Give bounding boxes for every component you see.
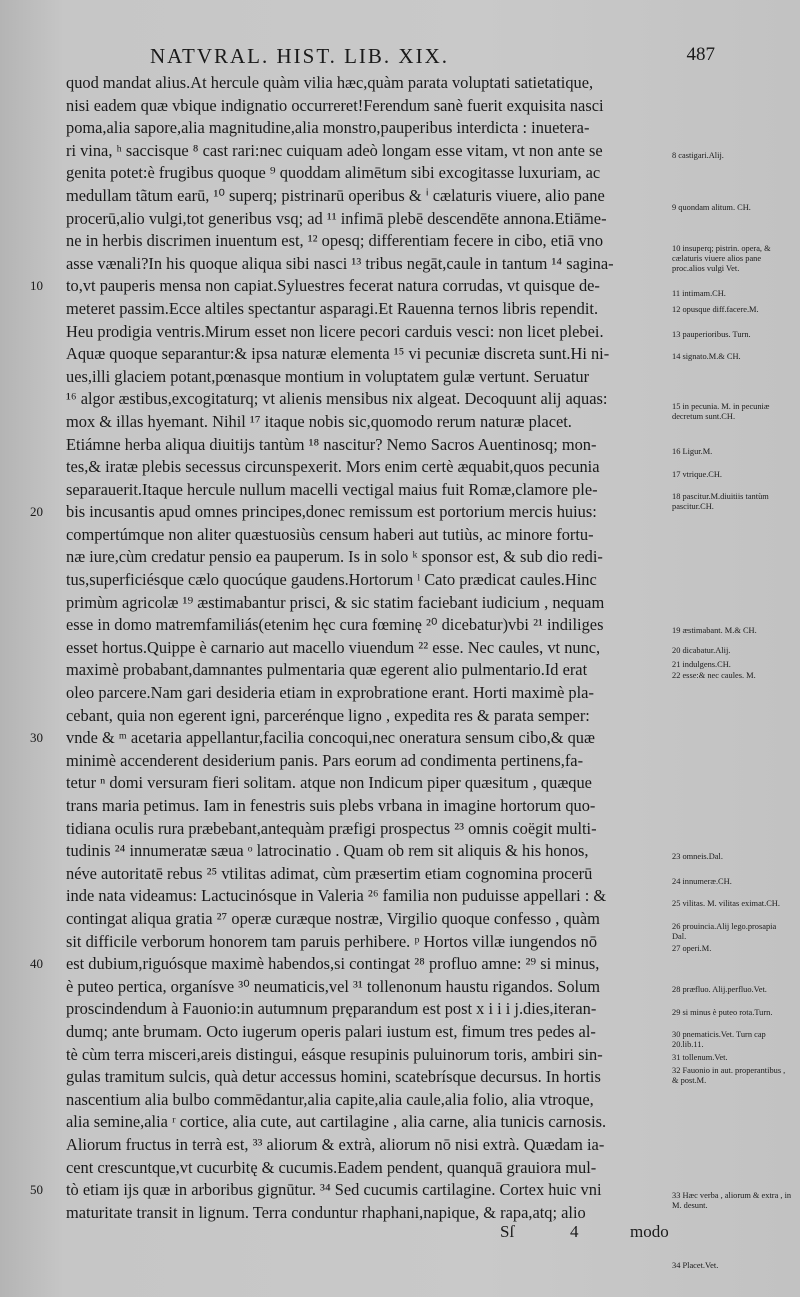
line-text: cebant, quia non egerent igni, parcerénque ligno , expedita res & parata semper: [66,705,590,725]
line-text: Heu prodigia ventris.Mirum esset non licere pecori carduis vesci: non licet plebei. [66,321,604,341]
line-text: trans maria petimus. Iam in fenestris suis plebs vrbana in imagine hortorum quo- [66,796,596,815]
text-line [66,253,656,276]
line-text: separauerit.Itaque hercule nullum macelli vectigal maius fuit Romæ,clamore ple- [66,479,598,499]
line-text: genita potet:è frugibus quoque ⁹ quoddam alimētum sibi excogitasse luxuriam, ac [66,163,601,183]
text-line [66,863,656,886]
marginal-note: 16 Ligur.M. [672,447,713,457]
text-line [66,976,656,999]
text-line [30,1179,656,1202]
line-text: tidiana oculis rura præbebant,antequàm præfigi prospectus ²³ omnis coëgit multi- [66,818,597,838]
line-text: maximè probabant,damnantes pulmentaria quæ egerent alio pulmentario.Id erat [66,660,588,680]
text-line [66,614,656,637]
text-line [30,727,656,750]
text-line [66,230,656,253]
line-text: proscindendum à Fauonio:in autumnum pręparandum est post x i i i j.dies,iteran- [66,999,597,1019]
line-text: Aquæ quoque separantur:& ipsa naturæ elementa ¹⁵ vi pecuniæ discreta sunt.Hi ni- [66,344,610,364]
text-line [66,1134,656,1157]
text-line [66,321,656,344]
text-line [66,1157,656,1180]
line-text: dumq; ante brumam. Octo iugerum operis palari iustum est, fimum tres pedes al- [66,1021,596,1041]
text-line [66,162,656,185]
text-line [66,185,656,208]
line-text: esse in domo matremfamiliás(etenim hęc cura fœminę ²⁰ dicebatur)vbi ²¹ indiliges [66,615,604,635]
marginal-note: 14 signato.M.& CH. [672,352,741,362]
text-line [30,275,656,298]
line-text: næ iure,cùm credatur pensio ea pauperum. Is in solo ᵏ sponsor est, & sub dio redi- [66,547,603,567]
marginal-note: 15 in pecunia. M. in pecuniæ decretum sunt.CH. [672,401,770,421]
marginal-note: 21 indulgens.CH. [672,659,731,669]
line-text: meteret passim.Ecce altiles spectantur asparagi.Et Rauenna ternos libris rependit. [66,298,599,318]
line-text: mox & illas hyemant. Nihil ¹⁷ itaque nobis sic,quomodo rerum naturæ placet. [66,411,572,431]
line-text: tes,& iratæ plebis secessus circunspexerit. Mors enim certè æquabit,quos pecunia [66,457,600,477]
catchline [500,1222,670,1246]
text-line [66,908,656,931]
marginal-note: 29 si minus è puteo rota.Turn. [672,1007,773,1017]
marginal-note: 34 Placet.Vet. [672,1260,719,1270]
text-line [66,818,656,841]
line-text: ne in herbis discrimen inuentum est, ¹² opesq; differentiam fecere in cibo, etiā vno [66,231,604,251]
line-text: esset hortus.Quippe è carnario aut macello viuendum ²² esse. Nec caules, vt nunc, [66,637,601,657]
marginal-note: 30 pnematicis.Vet. Turn cap 20.lib.11. [672,1030,766,1050]
text-line [66,682,656,705]
line-text: alia semine,alia ʳ cortice, alia cute, aut cartilagine , alia carne, alia tunicis carnosis. [66,1112,607,1132]
line-text: ri vina, ʰ saccisque ⁸ cast rari:nec cuiquam adeò longam esse vitam, vt non ante se [66,140,603,160]
text-line [66,434,656,457]
text-line [66,1021,656,1044]
text-line [66,1111,656,1134]
text-line [66,1089,656,1112]
text-line [66,411,656,434]
line-text: tudinis ²⁴ innumeratæ sæua ᵒ latrocinatio . Quam ob rem sit aliquis & his honos, [66,841,589,861]
line-number: 40 [30,956,43,972]
text-line [66,931,656,954]
text-line [66,388,656,411]
marginal-note: 10 insuperq; pistrin. opera, & cælaturis viuere alios pane proc.alios vulgi Vet. [672,243,771,273]
line-text: compertúmque non aliter quæstuosiùs censum haberi aut tutiùs, ac minore fortu- [66,524,594,544]
marginal-note: 26 prouincia.Alij lego.prosapia Dal. [672,921,777,941]
text-line [66,885,656,908]
line-text: nascentium alia bulbo commēdantur,alia capite,alia caule,alia folio, alia vtroque, [66,1089,594,1109]
marginal-note: 13 pauperioribus. Turn. [672,329,751,339]
signature-number: 4 [570,1222,579,1241]
text-line [30,953,656,976]
signature-mark: Sſ [500,1222,515,1241]
marginal-note: 17 vtrique.CH. [672,469,723,479]
text-line [66,795,656,818]
line-text: inde nata videamus: Lactucinósque in Valeria ²⁶ familia non puduisse appellari : & [66,886,607,906]
line-text: minimè accenderent desiderium panis. Pars eorum ad condimenta pertinens,fa- [66,750,584,770]
line-text: gulas tramitum sulcis, quà detur accessus homini, scatebrísque decursus. In hortis [66,1067,601,1087]
text-line [66,705,656,728]
text-line [66,456,656,479]
line-text: medullam tãtum earū, ¹⁰ superq; pistrinarū operibus & ⁱ cælaturis viuere, alio pane [66,185,605,205]
text-line [66,637,656,660]
line-text: est dubium,riguósque maximè habendos,si contingat ²⁸ profluo amne: ²⁹ si minus, [66,954,600,974]
line-text: asse vænali?In his quoque aliqua sibi nasci ¹³ tribus negāt,caule in tantum ¹⁴ sagina- [66,253,614,273]
line-text: tè cùm terra misceri,areis distingui, eásque resupinis puluinorum toris, ambiri sin- [66,1044,603,1064]
line-text: tetur ⁿ domi versuram fieri solitam. atque non Indicum piper quæsitum , quæque [66,773,592,793]
line-text: ¹⁶ algor æstibus,excogitaturq; vt alienis mensibus nix algeat. Decoquunt alij aquas: [66,389,608,409]
text-line [66,479,656,502]
marginal-note: 19 æstimabant. M.& CH. [672,625,757,635]
text-line [66,659,656,682]
line-text: ues,illi glaciem potant,pœnasque montium in voluptatem gulæ vertunt. Seruatur [66,366,590,386]
line-text: tus,superficiésque cælo quocúque gaudens.Hortorum ˡ Cato prædicat caules.Hinc [66,570,597,590]
marginal-note: 31 tollenum.Vet. [672,1052,728,1062]
marginal-note: 24 innumeræ.CH. [672,876,732,886]
line-text: poma,alia sapore,alia magnitudine,alia monstro,pauperibus interdicta : inuetera- [66,118,590,138]
line-text: è puteo pertica, organísve ³⁰ neumaticis,vel ³¹ tollenonum haustu rigandos. Solum [66,976,601,996]
text-line [66,117,656,140]
text-line [66,592,656,615]
marginal-note: 22 esse:& nec caules. M. [672,670,756,680]
line-number: 10 [30,278,43,294]
text-line [66,1044,656,1067]
line-text: néve autoritatē rebus ²⁵ vtilitas adimat, cùm præsertim etiam cognomina procerū [66,863,593,883]
marginal-note: 8 castigari.Alij. [672,151,724,161]
line-text: primùm agricolæ ¹⁹ æstimabantur prisci, & sic statim faciebant iudicium , nequam [66,592,605,612]
text-line [66,750,656,773]
line-text: to,vt pauperis mensa non capiat.Syluestres fecerat natura corrudas, vt quisque de- [66,276,600,296]
line-text: contingat aliqua gratia ²⁷ operæ curæque nostræ, Virgilio quoque confesso , quàm [66,908,600,928]
text-line [66,208,656,231]
marginal-note: 32 Fauonio in aut. properantibus , & post.M. [672,1066,786,1086]
line-text: quod mandat alius.At hercule quàm vilia hæc,quàm parata voluptati satietatique, [66,73,594,92]
marginal-note: 23 omneis.Dal. [672,851,723,861]
marginal-note: 25 vilitas. M. vilitas eximat.CH. [672,899,780,909]
marginal-note: 18 pascitur.M.diuitiis tantùm pascitur.CH. [672,492,769,512]
text-line [66,998,656,1021]
text-line [66,343,656,366]
line-text: vnde & ᵐ acetaria appellantur,facilia concoqui,nec oneratura sensum cibo,& quæ [66,728,595,748]
text-line [66,298,656,321]
line-text: Aliorum fructus in terrà est, ³³ aliorum & extrà, aliorum nō nisi extrà. Quædam ia- [66,1134,605,1154]
line-number: 20 [30,504,43,520]
line-text: sit difficile verborum honorem tam paruis perhibere. ᵖ Hortos villæ iungendos nō [66,931,598,951]
line-text: procerū,alio vulgi,tot generibus vsq; ad ¹¹ infimā plebē descendēte annona.Etiāme- [66,208,607,228]
line-text: nisi eadem quæ vbique indignatio occurreret!Ferendum sanè fuerit exquisita nasci [66,95,604,115]
line-text: tò etiam ijs quæ in arboribus gignūtur. ³⁴ Sed cucumis cartilagine. Cortex huic vni [66,1180,602,1200]
catchword: modo [630,1222,669,1241]
line-text: maturitate transit in lignum. Terra conduntur rhaphani,napique, & rapa,atq; alio [66,1202,586,1222]
text-line [66,1066,656,1089]
marginal-note: 33 Hæc verba , aliorum & extra , in M. desunt. [672,1190,792,1210]
text-line [66,772,656,795]
marginal-notes [672,0,792,1297]
marginal-note: 11 intimam.CH. [672,288,726,298]
text-line [66,366,656,389]
marginal-note: 27 operi.M. [672,944,712,954]
main-text-column [30,72,656,1224]
text-line [66,140,656,163]
text-line [66,524,656,547]
text-line [66,1202,656,1225]
line-text: bis incusantis apud omnes principes,donec remissum est portorium mercis huius: [66,502,597,522]
text-line [66,72,656,95]
marginal-note: 12 opusque diff.facere.M. [672,304,759,314]
line-text: cent crescuntque,vt cucurbitę & cucumis.Eadem pendent, quanquā grauiora mul- [66,1157,597,1177]
marginal-note: 9 quondam alitum. CH. [672,203,751,213]
page-number: 487 [686,44,715,65]
marginal-note: 28 præfluo. Alij.perfluo.Vet. [672,985,767,995]
line-text: Etiámne herba aliqua diuitijs tantùm ¹⁸ nascitur? Nemo Sacros Auentinosq; mon- [66,434,597,454]
text-line [30,501,656,524]
text-line [66,95,656,118]
text-line [66,840,656,863]
line-text: oleo parcere.Nam gari desideria etiam in exprobratione erant. Horti maximè pla- [66,683,594,703]
text-line [66,546,656,569]
line-number: 50 [30,1182,43,1198]
line-number: 30 [30,730,43,746]
marginal-note: 20 dicabatur.Alij. [672,646,731,656]
running-title: NATVRAL. HIST. LIB. XIX. [150,44,450,68]
text-line [66,569,656,592]
